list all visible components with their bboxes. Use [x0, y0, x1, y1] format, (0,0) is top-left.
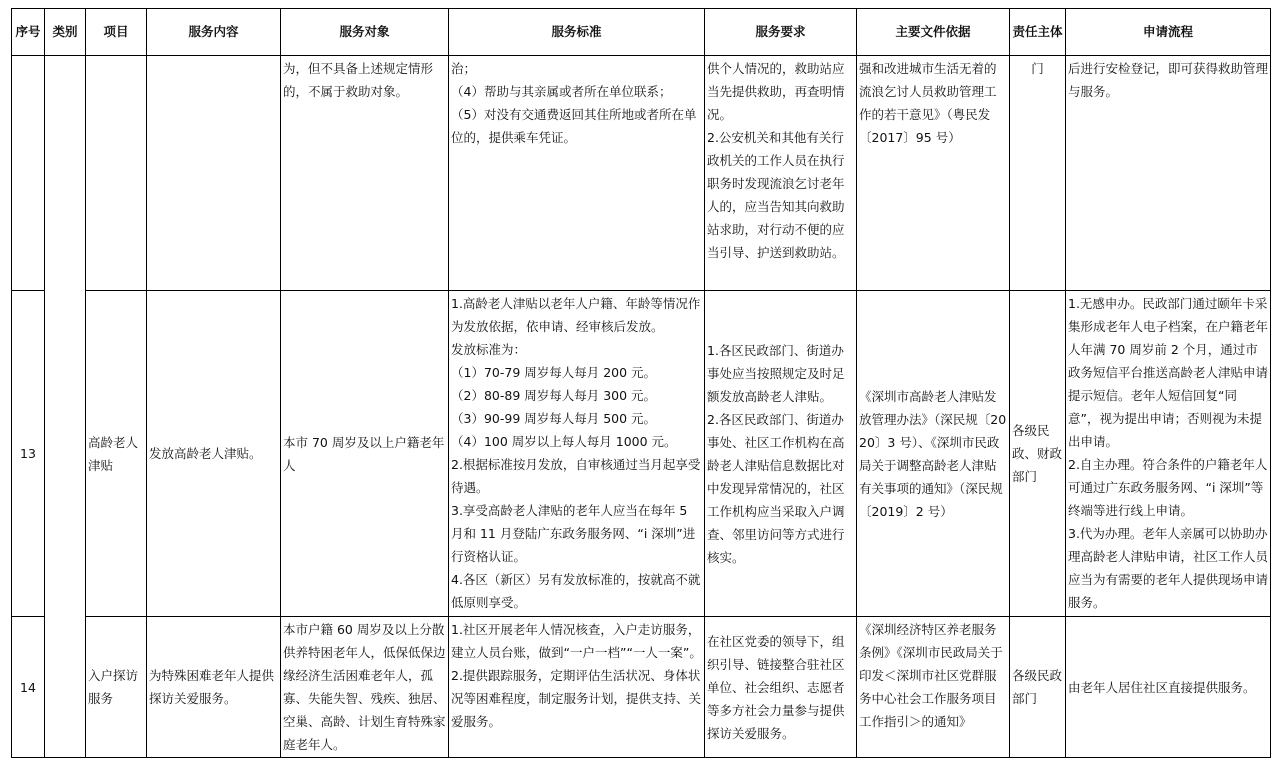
row-process	[1066, 56, 1271, 291]
requirement-line: 供个人情况的，救助站应当先提供救助，再查明情况。	[707, 61, 845, 122]
header-no: 序号	[12, 9, 45, 56]
target-line: 本市 70 周岁及以上户籍老年人	[283, 434, 445, 473]
row-content	[147, 56, 281, 291]
header-standard: 服务标准	[449, 9, 705, 56]
standard-line: 3.享受高龄老人津贴的老年人应当在每年 5 月和 11 月登陆广东政务服务网、“i 深圳”进行资格认证。	[451, 503, 696, 564]
standard-line: 1.高龄老人津贴以老年人户籍、年龄等情况作为发放依据，依申请、经审核后发放。	[451, 296, 701, 334]
header-responsible: 责任主体	[1010, 9, 1066, 56]
standard-line: 2.根据标准按月发放，自审核通过当月起享受待遇。	[451, 457, 701, 495]
row-project: 入户探访服务	[86, 617, 147, 758]
header-basis: 主要文件依据	[857, 9, 1010, 56]
row-no	[12, 56, 45, 291]
row-process	[1066, 291, 1271, 617]
row-target	[281, 291, 449, 617]
service-table	[11, 8, 1271, 758]
row-content: 发放高龄老人津贴。	[147, 291, 281, 617]
target-line: 为，但不具备上述规定情形的，不属于救助对象。	[283, 61, 434, 99]
row-no: 14	[12, 617, 45, 758]
header-content: 服务内容	[147, 9, 281, 56]
row-requirement	[705, 56, 857, 291]
row-target	[281, 617, 449, 758]
row-standard	[449, 56, 705, 291]
requirement-line: 在社区党委的领导下，组织引导、链接整合驻社区单位、社会组织、志愿者等多方社会力量参与提供探访关爱服务。	[707, 633, 845, 741]
standard-line: （4）100 周岁以上每人每月 1000 元。	[451, 434, 677, 449]
basis-line: 《深圳经济特区养老服务条例》《深圳市民政局关于印发＜深圳市社区党群服务中心社会工作服务项目工作指引＞的通知》	[859, 622, 1003, 729]
row-project	[86, 56, 147, 291]
standard-line: （5）对没有交通费返回其住所地或者所在单位的，提供乘车凭证。	[451, 107, 697, 145]
header-project: 项目	[86, 9, 147, 56]
row-content: 为特殊困难老年人提供探访关爱服务。	[147, 617, 281, 758]
requirement-line: 2.公安机关和其他有关行政机关的工作人员在执行职务时发现流浪乞讨老年人的，应当告知其向救助站求助，对行动不便的应当引导、护送到救助站。	[707, 130, 845, 260]
standard-line: 4.各区（新区）另有发放标准的，按就高不就低原则享受。	[451, 572, 701, 610]
row-standard	[449, 291, 705, 617]
process-line: 后进行安检登记，即可获得救助管理与服务。	[1068, 61, 1269, 99]
table-row	[12, 56, 1271, 291]
standard-line: （1）70-79 周岁每人每月 200 元。	[451, 365, 657, 380]
row-no: 13	[12, 291, 45, 617]
row-requirement	[705, 617, 857, 758]
process-line: 3.代为办理。老年人亲属可以协助办理高龄老人津贴申请，社区工作人员应当为有需要的老年人提供现场申请服务。	[1068, 526, 1269, 610]
header-category: 类别	[45, 9, 86, 56]
row-basis	[857, 56, 1010, 291]
basis-line: 《深圳市高龄老人津贴发放管理办法》（深民规〔2020〕3 号）、《深圳市民政局关于调整高龄老人津贴有关事项的通知》（深民规〔2019〕2 号）	[859, 388, 1007, 519]
process-line: 由老年人居住社区直接提供服务。	[1068, 679, 1256, 695]
standard-line: 1.社区开展老年人情况核查，入户走访服务，建立人员台账，做到“一户一档”“一人一案”。	[451, 622, 702, 660]
table-row	[12, 617, 1271, 758]
row-basis	[857, 291, 1010, 617]
row-requirement	[705, 291, 857, 617]
standard-line: 2.提供跟踪服务，定期评估生活状况、身体状况等困难程度，制定服务计划，提供支持、关爱服务。	[451, 668, 702, 729]
category-cell	[45, 56, 86, 758]
requirement-line: 1.各区民政部门、街道办事处应当按照规定及时足额发放高龄老人津贴。	[707, 342, 845, 404]
row-process	[1066, 617, 1271, 758]
header-requirement: 服务要求	[705, 9, 857, 56]
process-line: 1.无感申办。民政部门通过颐年卡采集形成老年人电子档案，在户籍老年人年满 70 周岁前 2 个月，通过市政务短信平台推送高龄老人津贴申请提示短信。老年人短信回复“同意”，视为提出申请；否则视为未提出申请。	[1068, 296, 1269, 449]
standard-line: 发放标准为：	[451, 342, 527, 357]
standard-line: 治；	[451, 61, 477, 76]
row-standard	[449, 617, 705, 758]
basis-line: 强和改进城市生活无着的流浪乞讨人员救助管理工作的若干意见》（粤民发〔2017〕95 号）	[859, 61, 997, 145]
standard-line: （3）90-99 周岁每人每月 500 元。	[451, 411, 657, 426]
target-line: 本市户籍 60 周岁及以上分散供养特困老年人，低保低保边缘经济生活困难老年人，孤寡、失能失智、残疾、独居、空巢、高龄、计划生育特殊家庭老年人。	[283, 622, 446, 752]
row-basis	[857, 617, 1010, 758]
standard-line: （2）80-89 周岁每人每月 300 元。	[451, 388, 657, 403]
standard-line: （4）帮助与其亲属或者所在单位联系；	[451, 84, 672, 99]
row-responsible: 各级民政部门	[1010, 617, 1066, 758]
requirement-line: 2.各区民政部门、街道办事处、社区工作机构在高龄老人津贴信息数据比对中发现异常情况的，社区工作机构应当采取入户调查、邻里访问等方式进行核实。	[707, 411, 845, 565]
process-line: 2.自主办理。符合条件的户籍老年人可通过广东政务服务网、“i 深圳”等终端等进行线上申请。	[1068, 457, 1268, 518]
header-row	[12, 9, 1271, 56]
row-project: 高龄老人津贴	[86, 291, 147, 617]
row-responsible: 各级民政、财政部门	[1010, 291, 1066, 617]
header-process: 申请流程	[1066, 9, 1271, 56]
row-responsible: 门	[1010, 56, 1066, 291]
row-target	[281, 56, 449, 291]
table-row	[12, 291, 1271, 617]
header-target: 服务对象	[281, 9, 449, 56]
